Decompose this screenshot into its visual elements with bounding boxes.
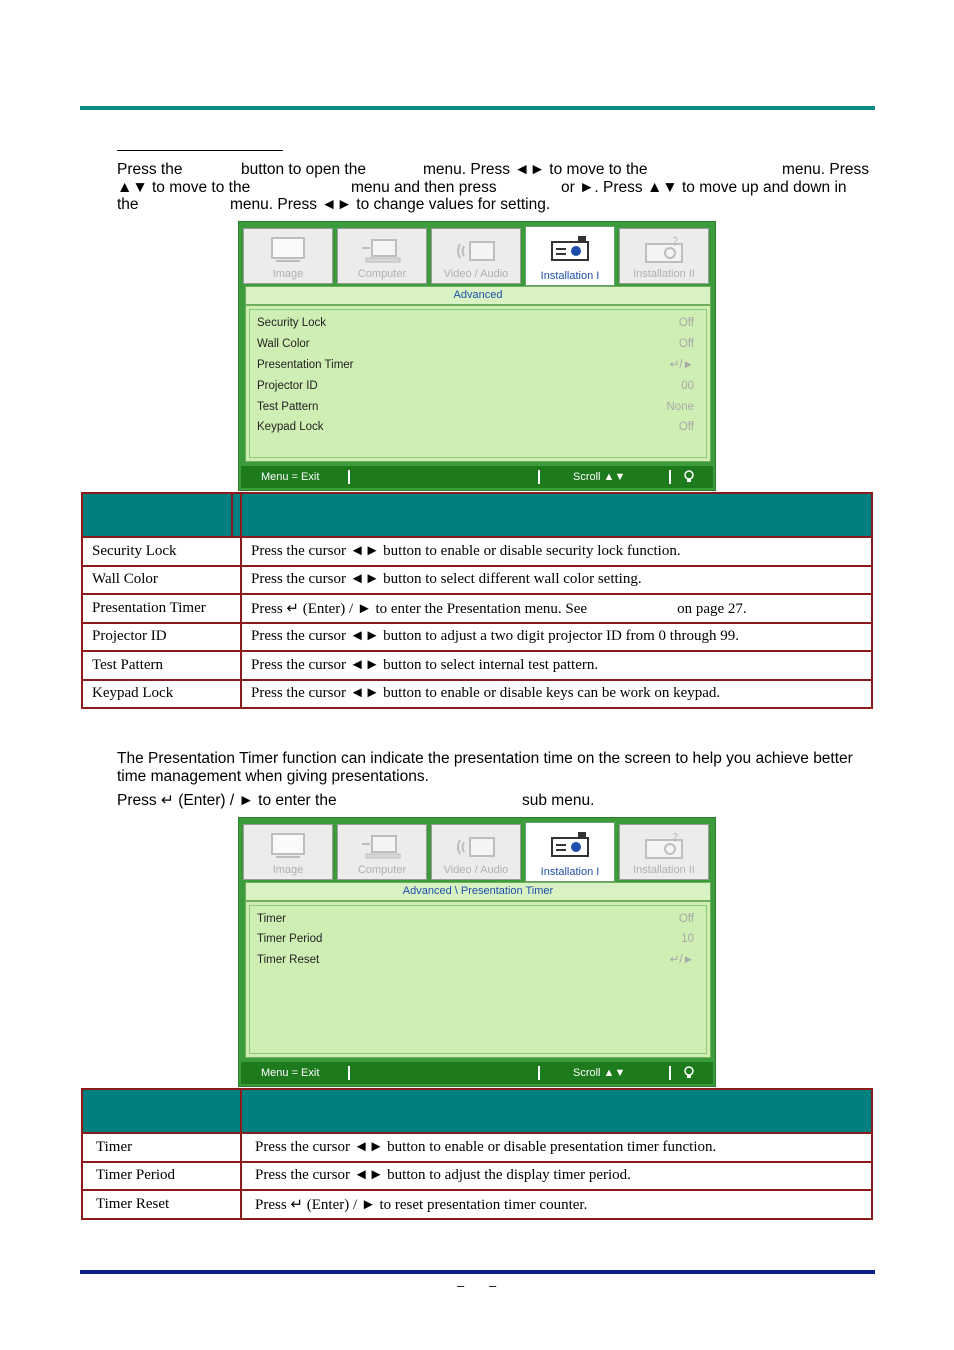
table-cell-desc: Press the cursor ◄► button to enable or disable security lock function. — [241, 537, 872, 566]
table-header-cell — [82, 1089, 241, 1133]
tab-computer[interactable]: Computer — [337, 228, 427, 284]
projector-settings-icon — [642, 236, 686, 266]
table-cell-desc: Press ↵ (Enter) / ► to reset presentation timer counter. — [241, 1190, 872, 1219]
table-cell-item: Timer Reset — [82, 1190, 241, 1219]
presentation-timer-table — [81, 1088, 873, 1220]
top-rule — [80, 106, 875, 110]
bar-separator — [348, 470, 350, 484]
tab-computer[interactable]: Computer — [337, 824, 427, 880]
intro-line-2: ▲▼ to move to the menu and then press or ►. Press ▲▼ to move up and down in — [117, 178, 847, 196]
tab-video-audio[interactable]: Video / Audio — [431, 824, 521, 880]
bar-separator — [669, 1066, 671, 1080]
scroll-hint: Scroll ▲▼ — [573, 471, 626, 483]
bar-separator — [538, 470, 540, 484]
table-cell-desc: Press the cursor ◄► button to adjust the display timer period. — [241, 1162, 872, 1191]
intro-line-1: Press the button to open the menu. Press ◄► to move to the menu. Press — [117, 161, 869, 178]
projector-settings-icon — [642, 832, 686, 862]
osd-tabs — [243, 226, 713, 284]
footer-dash-right: – — [489, 1278, 497, 1293]
projector-icon — [548, 830, 592, 860]
osd-item-timer-reset[interactable]: Timer Reset ↵/► — [257, 954, 694, 966]
video-audio-icon — [454, 236, 498, 266]
osd-item-projector-id[interactable]: Projector ID 00 — [257, 380, 694, 392]
tab-image[interactable]: Image — [243, 824, 333, 880]
bar-separator — [348, 1066, 350, 1080]
table-header-cell — [241, 1089, 872, 1133]
osd-item-test-pattern[interactable]: Test Pattern None — [257, 401, 694, 413]
table-cell-item: Security Lock — [82, 537, 241, 566]
tab-installation-1[interactable]: Installation I — [525, 226, 615, 286]
osd-status-bar — [241, 466, 713, 488]
svg-text:?: ? — [672, 832, 679, 845]
computer-icon — [360, 236, 404, 266]
osd-panel — [245, 286, 711, 462]
osd-panel — [245, 882, 711, 1058]
projector-icon — [548, 234, 592, 264]
table-row — [82, 1190, 872, 1219]
table-cell-item: Presentation Timer — [82, 594, 241, 623]
advanced-settings-table — [81, 492, 873, 709]
osd-item-timer[interactable]: Timer Off — [257, 913, 694, 925]
svg-text:?: ? — [672, 236, 679, 249]
table-cell-desc: Press the cursor ◄► button to select different wall color setting. — [241, 566, 872, 595]
table-cell-desc: Press the cursor ◄► button to enable or disable keys can be work on keypad. — [241, 680, 872, 709]
table-row — [82, 680, 872, 709]
table-row — [82, 537, 872, 566]
tab-video-audio[interactable]: Video / Audio — [431, 228, 521, 284]
osd-item-presentation-timer[interactable]: Presentation Timer ↵/► — [257, 359, 694, 371]
table-header-cell — [82, 493, 241, 537]
tab-installation-1[interactable]: Installation I — [525, 822, 615, 882]
osd-item-security-lock[interactable]: Security Lock Off — [257, 317, 694, 329]
video-audio-icon — [454, 832, 498, 862]
tab-image[interactable]: Image — [243, 228, 333, 284]
header-inner-rule — [231, 494, 233, 536]
table-cell-desc: Press the cursor ◄► button to select internal test pattern. — [241, 651, 872, 680]
footer-dash-left: – — [457, 1278, 465, 1293]
table-header-cell — [241, 493, 872, 537]
table-header — [82, 1089, 872, 1133]
bar-separator — [538, 1066, 540, 1080]
table-cell-item: Keypad Lock — [82, 680, 241, 709]
osd-item-timer-period[interactable]: Timer Period 10 — [257, 933, 694, 945]
table-row — [82, 623, 872, 652]
menu-exit-hint: Menu = Exit — [261, 471, 320, 483]
monitor-icon — [270, 832, 306, 860]
presentation-timer-paragraph: The Presentation Timer function can indicate the presentation time on the screen to help you achieve better time management when giving presentations. — [117, 750, 853, 785]
table-cell-item: Timer Period — [82, 1162, 241, 1191]
osd-presentation-timer-menu — [238, 817, 716, 1087]
table-cell-item: Test Pattern — [82, 651, 241, 680]
table-row — [82, 651, 872, 680]
osd-item-keypad-lock[interactable]: Keypad Lock Off — [257, 421, 694, 433]
section-heading-underline — [117, 150, 283, 151]
intro-paragraph — [117, 161, 873, 214]
presentation-timer-enter-line: Press ↵ (Enter) / ► to enter the sub menu. — [117, 792, 595, 809]
menu-exit-hint: Menu = Exit — [261, 1067, 320, 1079]
table-cell-item: Wall Color — [82, 566, 241, 595]
table-cell-desc: Press the cursor ◄► button to enable or disable presentation timer function. — [241, 1133, 872, 1162]
table-row — [82, 1162, 872, 1191]
table-row — [82, 594, 872, 623]
osd-item-wall-color[interactable]: Wall Color Off — [257, 338, 694, 350]
table-row — [82, 566, 872, 595]
table-header — [82, 493, 872, 537]
bar-separator — [669, 470, 671, 484]
table-cell-item: Timer — [82, 1133, 241, 1162]
table-row — [82, 1133, 872, 1162]
intro-line-3: the menu. Press ◄► to change values for setting. — [117, 196, 551, 214]
osd-panel-title: Advanced \ Presentation Timer — [246, 883, 710, 902]
osd-status-bar — [241, 1062, 713, 1084]
table-cell-item: Projector ID — [82, 623, 241, 652]
footer-rule — [80, 1270, 875, 1274]
computer-icon — [360, 832, 404, 862]
osd-advanced-menu — [238, 221, 716, 491]
osd-tabs — [243, 822, 713, 880]
osd-panel-title: Advanced — [246, 287, 710, 306]
scroll-hint: Scroll ▲▼ — [573, 1067, 626, 1079]
table-cell-desc: Press ↵ (Enter) / ► to enter the Presentation menu. See on page 27. — [241, 594, 872, 623]
tab-installation-2[interactable]: ? Installation II — [619, 824, 709, 880]
tab-installation-2[interactable]: ? Installation II — [619, 228, 709, 284]
monitor-icon — [270, 236, 306, 264]
table-cell-desc: Press the cursor ◄► button to adjust a two digit projector ID from 0 through 99. — [241, 623, 872, 652]
